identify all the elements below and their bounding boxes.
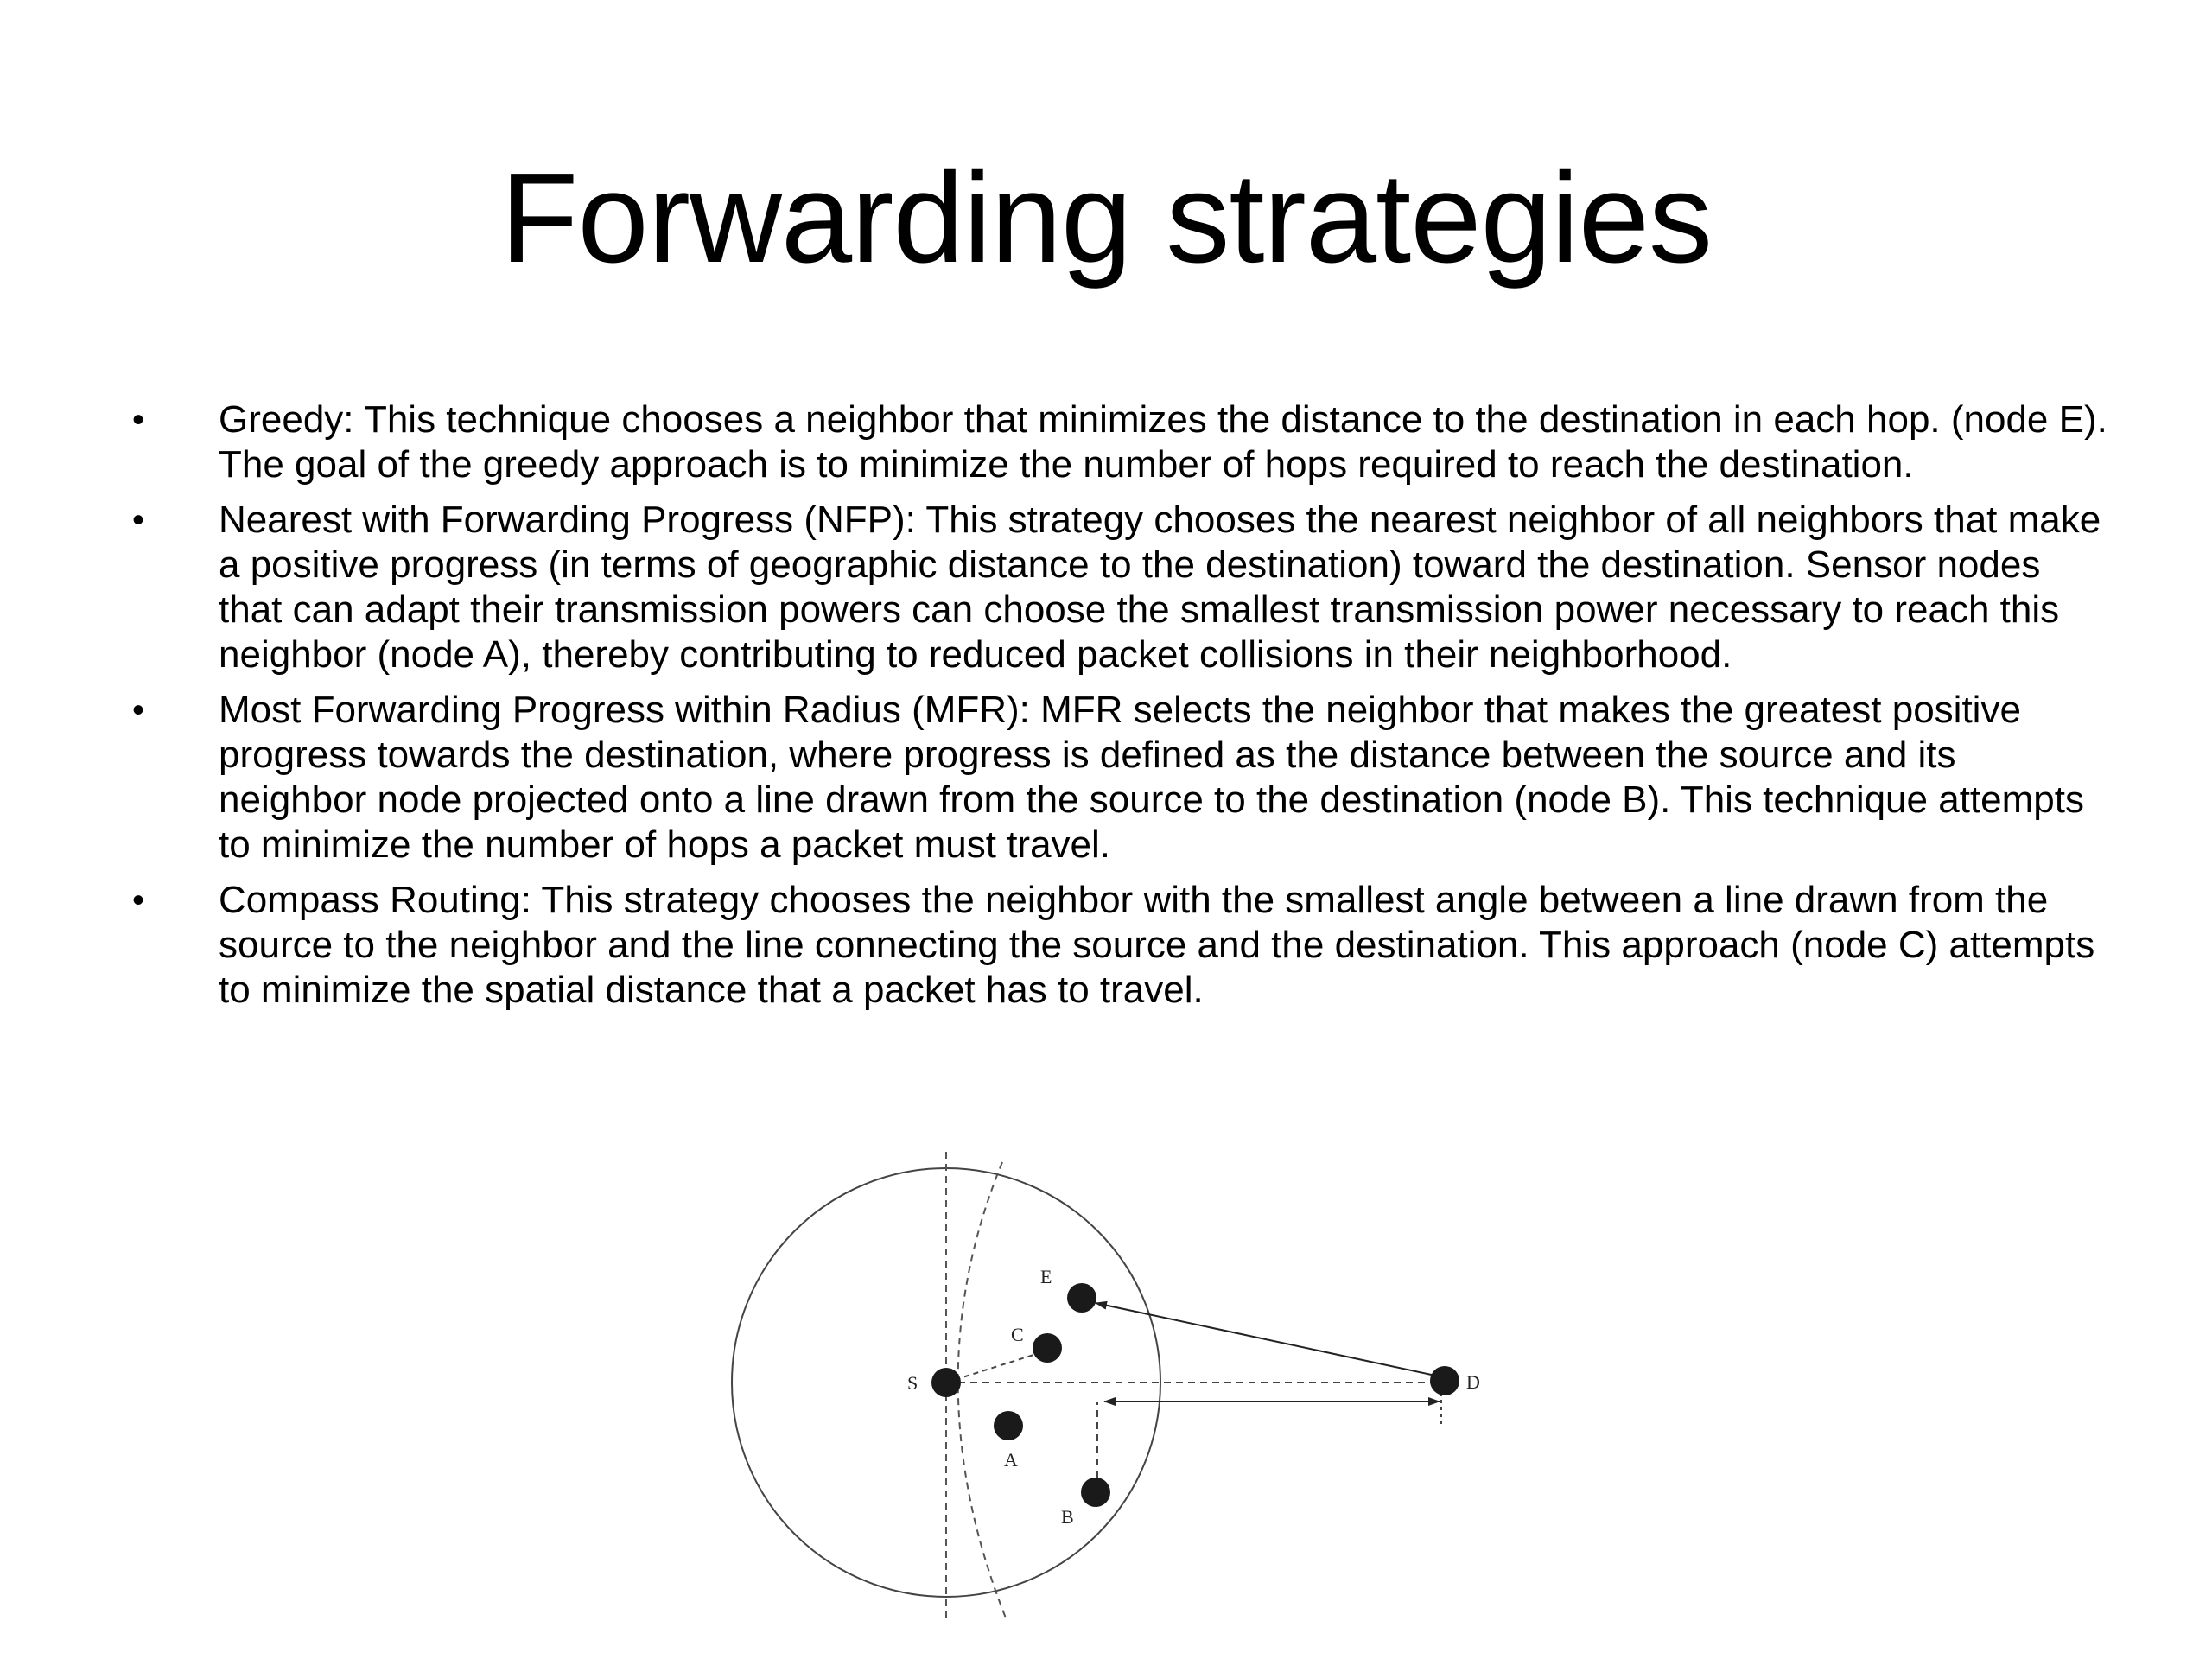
bullet-compass: [125, 878, 2113, 1013]
label-e: E: [1040, 1266, 1052, 1287]
slide-title: Forwarding strategies: [499, 147, 1713, 289]
bullet-list: [125, 397, 2113, 1023]
bullet-text: Nearest with Forwarding Progress (NFP): This strategy chooses the nearest neighbor of all neighbors that make a positive progress (in terms of geographic distance to the destination) toward the destination. Sensor nodes that can adapt their transmission powers can choose the smallest transmission power necessary to reach this neighbor (node A), thereby contributing to reduced packet collisions in their neighborhood.: [219, 499, 2101, 676]
label-b: B: [1061, 1506, 1074, 1528]
forwarding-diagram: [691, 1141, 1521, 1633]
bullet-marker: •: [132, 691, 145, 729]
node-c: [1033, 1333, 1062, 1363]
node-s: [931, 1368, 961, 1397]
dashed-arc: [958, 1162, 1007, 1620]
bullet-marker: •: [132, 401, 145, 439]
bullet-nfp: [125, 498, 2113, 677]
label-c: C: [1011, 1324, 1024, 1345]
bullet-marker: •: [132, 881, 145, 919]
label-d: D: [1466, 1371, 1480, 1393]
node-d: [1430, 1366, 1459, 1395]
bullet-text: Greedy: This technique chooses a neighbor that minimizes the distance to the destination in each hop. (node E). The goal of the greedy approach is to minimize the number of hops required to reach the destination.: [219, 398, 2107, 486]
bullet-greedy: [125, 397, 2113, 487]
node-a: [994, 1411, 1023, 1440]
bullet-text: Most Forwarding Progress within Radius (MFR): MFR selects the neighbor that makes the greatest positive progress towards the destination, where progress is defined as the distance between the source and its neighbor node projected onto a line drawn from the source to the destination (node B). This technique attempts to minimize the number of hops a packet must travel.: [219, 689, 2084, 866]
bullet-mfr: [125, 688, 2113, 868]
bullet-marker: •: [132, 501, 145, 539]
label-a: A: [1004, 1449, 1018, 1471]
label-s: S: [907, 1372, 918, 1394]
node-b: [1081, 1478, 1110, 1507]
greedy-arrow: [1096, 1303, 1440, 1376]
node-e: [1067, 1283, 1096, 1313]
bullet-text: Compass Routing: This strategy chooses the neighbor with the smallest angle between a line drawn from the source to the neighbor and the line connecting the source and the destination. This approach (node C) attempts to minimize the spatial distance that a packet has to travel.: [219, 879, 2095, 1011]
source-to-c-dashed-line: [946, 1351, 1047, 1382]
